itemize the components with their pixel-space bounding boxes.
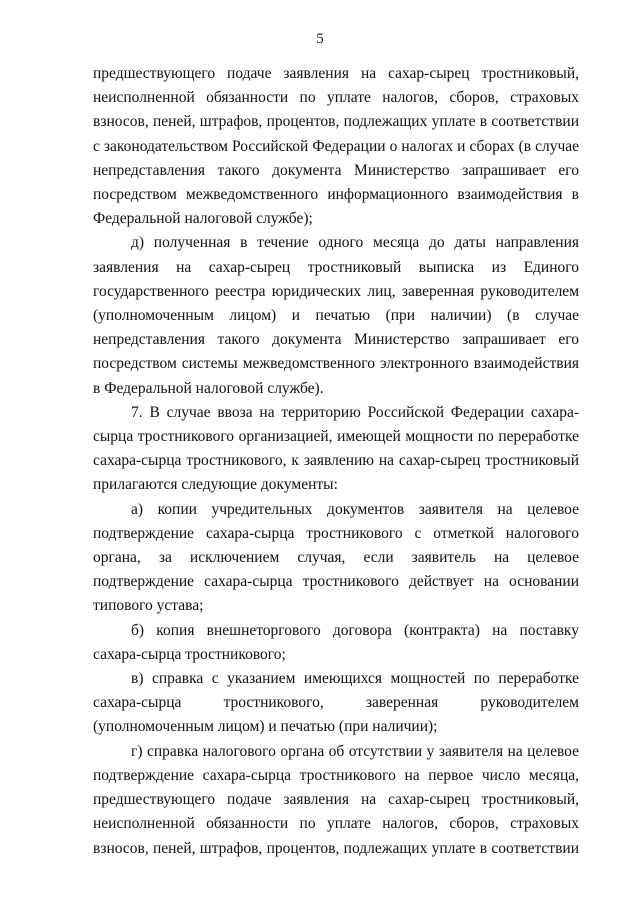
paragraph-item-b: б) копия внешнеторгового договора (контракта) на поставку сахара-сырца тростникового; <box>93 621 579 663</box>
document-body <box>93 62 579 861</box>
paragraph-item-g: г) справка налогового органа об отсутствии у заявителя на целевое подтверждение сахара-сырца тростникового на первое число месяца, предшествующего подаче заявления на сахар-сырец тростниковый, неисполненной обязанности по уплате налогов, сборов, страховых взносов, пеней, штрафов, процентов, подлежащих уплате в соответствии <box>93 742 579 857</box>
paragraph-item-a: а) копии учредительных документов заявителя на целевое подтверждение сахара-сырца тростникового с отметкой налогового органа, за исключением случая, если заявитель на целевое подтверждение сахара-сырца тростникового действует на основании типового устава; <box>93 500 579 615</box>
paragraph-continuation: предшествующего подаче заявления на сахар-сырец тростниковый, неисполненной обязанности по уплате налогов, сборов, страховых взносов, пеней, штрафов, процентов, подлежащих уплате в соответствии с законодательством Российской Федерации о налогах и сборах (в случае непредставления такого документа Министерство запрашивает его посредством межведомственного информационного взаимодействия в Федеральной налоговой службе); <box>93 65 579 228</box>
paragraph-clause-7: 7. В случае ввоза на территорию Российской Федерации сахара-сырца тростникового организацией, имеющей мощности по переработке сахара-сырца тростникового, к заявлению на сахар-сырец тростниковый прилагаются следующие документы: <box>93 403 579 494</box>
paragraph-item-v: в) справка с указанием имеющихся мощностей по переработке сахара-сырца тростникового, заверенная руководителем (уполномоченным лицом) и печатью (при наличии); <box>93 670 579 736</box>
page-number: 5 <box>316 31 324 47</box>
paragraph-item-d: д) полученная в течение одного месяца до даты направления заявления на сахар-сырец тростниковый выписка из Единого государственного реестра юридических лиц, заверенная руководителем (уполномоченным лицом) и печатью (при наличии) (в случае непредставления такого документа Министерство запрашивает его посредством системы межведомственного электронного взаимодействия в Федеральной налоговой службе). <box>93 234 579 397</box>
